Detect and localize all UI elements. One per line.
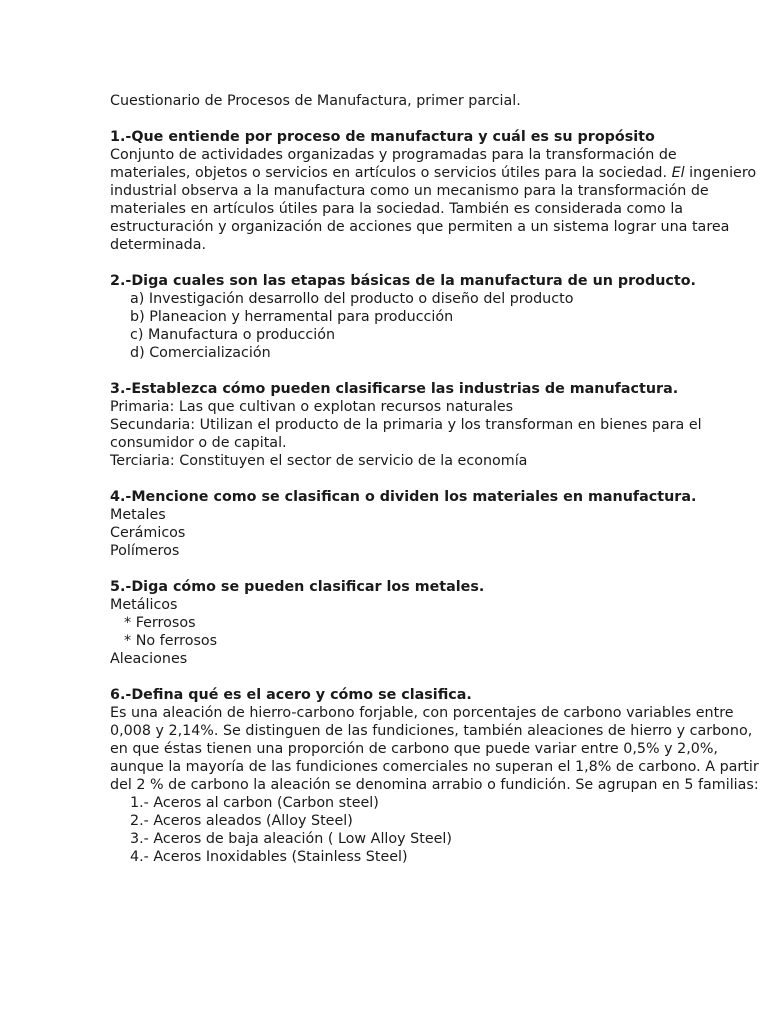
question-5-heading: 5.-Diga cómo se pueden clasificar los metales. bbox=[110, 579, 485, 595]
list-item: b) Planeacion y herramental para producción bbox=[130, 309, 454, 325]
answer-line: Metálicos bbox=[110, 597, 178, 613]
document-title: Cuestionario de Procesos de Manufactura, primer parcial. bbox=[110, 93, 521, 109]
question-4-section bbox=[110, 488, 760, 560]
list-item: d) Comercialización bbox=[130, 345, 271, 361]
answer-line: Terciaria: Constituyen el sector de servicio de la economía bbox=[110, 453, 528, 469]
answer-1-part-a: Conjunto de actividades organizadas y programadas para la transformación de materiales, objetos o servicios en artículos o servicios útiles para la sociedad. bbox=[110, 147, 677, 181]
answer-line: Polímeros bbox=[110, 543, 180, 559]
answer-line: Cerámicos bbox=[110, 525, 186, 541]
list-item: * No ferrosos bbox=[124, 633, 218, 649]
list-item: 3.- Aceros de baja aleación ( Low Alloy Steel) bbox=[130, 831, 452, 847]
steel-families-list bbox=[110, 794, 760, 866]
stages-list bbox=[110, 290, 760, 362]
question-2-section bbox=[110, 272, 760, 362]
list-item: 1.- Aceros al carbon (Carbon steel) bbox=[130, 795, 379, 811]
answer-1-emphasis: El bbox=[671, 165, 685, 181]
question-6-heading: 6.-Defina qué es el acero y cómo se clasifica. bbox=[110, 687, 472, 703]
list-item: 4.- Aceros Inoxidables (Stainless Steel) bbox=[130, 849, 408, 865]
question-4-heading: 4.-Mencione como se clasifican o dividen los materiales en manufactura. bbox=[110, 489, 697, 505]
answer-line: Primaria: Las que cultivan o explotan recursos naturales bbox=[110, 399, 514, 415]
question-6-section bbox=[110, 686, 760, 866]
question-3-section bbox=[110, 380, 760, 470]
list-item: a) Investigación desarrollo del producto o diseño del producto bbox=[130, 291, 574, 307]
question-1-section bbox=[110, 128, 760, 254]
answer-line: Aleaciones bbox=[110, 651, 188, 667]
question-6-answer: Es una aleación de hierro-carbono forjable, con porcentajes de carbono variables entre 0,008 y 2,14%. Se distinguen de las fundiciones, también aleaciones de hierro y carbono, en que éstas tienen una proporción de carbono que puede variar entre 0,5% y 2,0%, aunque la mayoría de las fundiciones comerciales no superan el 1,8% de carbono. A partir del 2 % de carbono la aleación se denomina arrabio o fundición. Se agrupan en 5 familias: bbox=[110, 705, 759, 793]
question-2-heading: 2.-Diga cuales son las etapas básicas de la manufactura de un producto. bbox=[110, 273, 696, 289]
question-5-section bbox=[110, 578, 760, 668]
list-item: c) Manufactura o producción bbox=[130, 327, 336, 343]
list-item: * Ferrosos bbox=[124, 615, 196, 631]
document-page bbox=[110, 92, 760, 884]
question-3-heading: 3.-Establezca cómo pueden clasificarse las industrias de manufactura. bbox=[110, 381, 679, 397]
question-1-heading: 1.-Que entiende por proceso de manufactura y cuál es su propósito bbox=[110, 129, 655, 145]
question-1-answer bbox=[110, 146, 760, 254]
metals-sublist bbox=[110, 614, 760, 650]
answer-line: Secundaria: Utilizan el producto de la primaria y los transforman en bienes para el consumidor o de capital. bbox=[110, 417, 702, 451]
answer-1-part-b: ingeniero industrial observa a la manufactura como un mecanismo para la transformación de materiales en artículos útiles para la sociedad. También es considerada como la estructuración y organización de acciones que permiten a un sistema lograr una tarea determinada. bbox=[110, 165, 757, 253]
list-item: 2.- Aceros aleados (Alloy Steel) bbox=[130, 813, 353, 829]
answer-line: Metales bbox=[110, 507, 166, 523]
